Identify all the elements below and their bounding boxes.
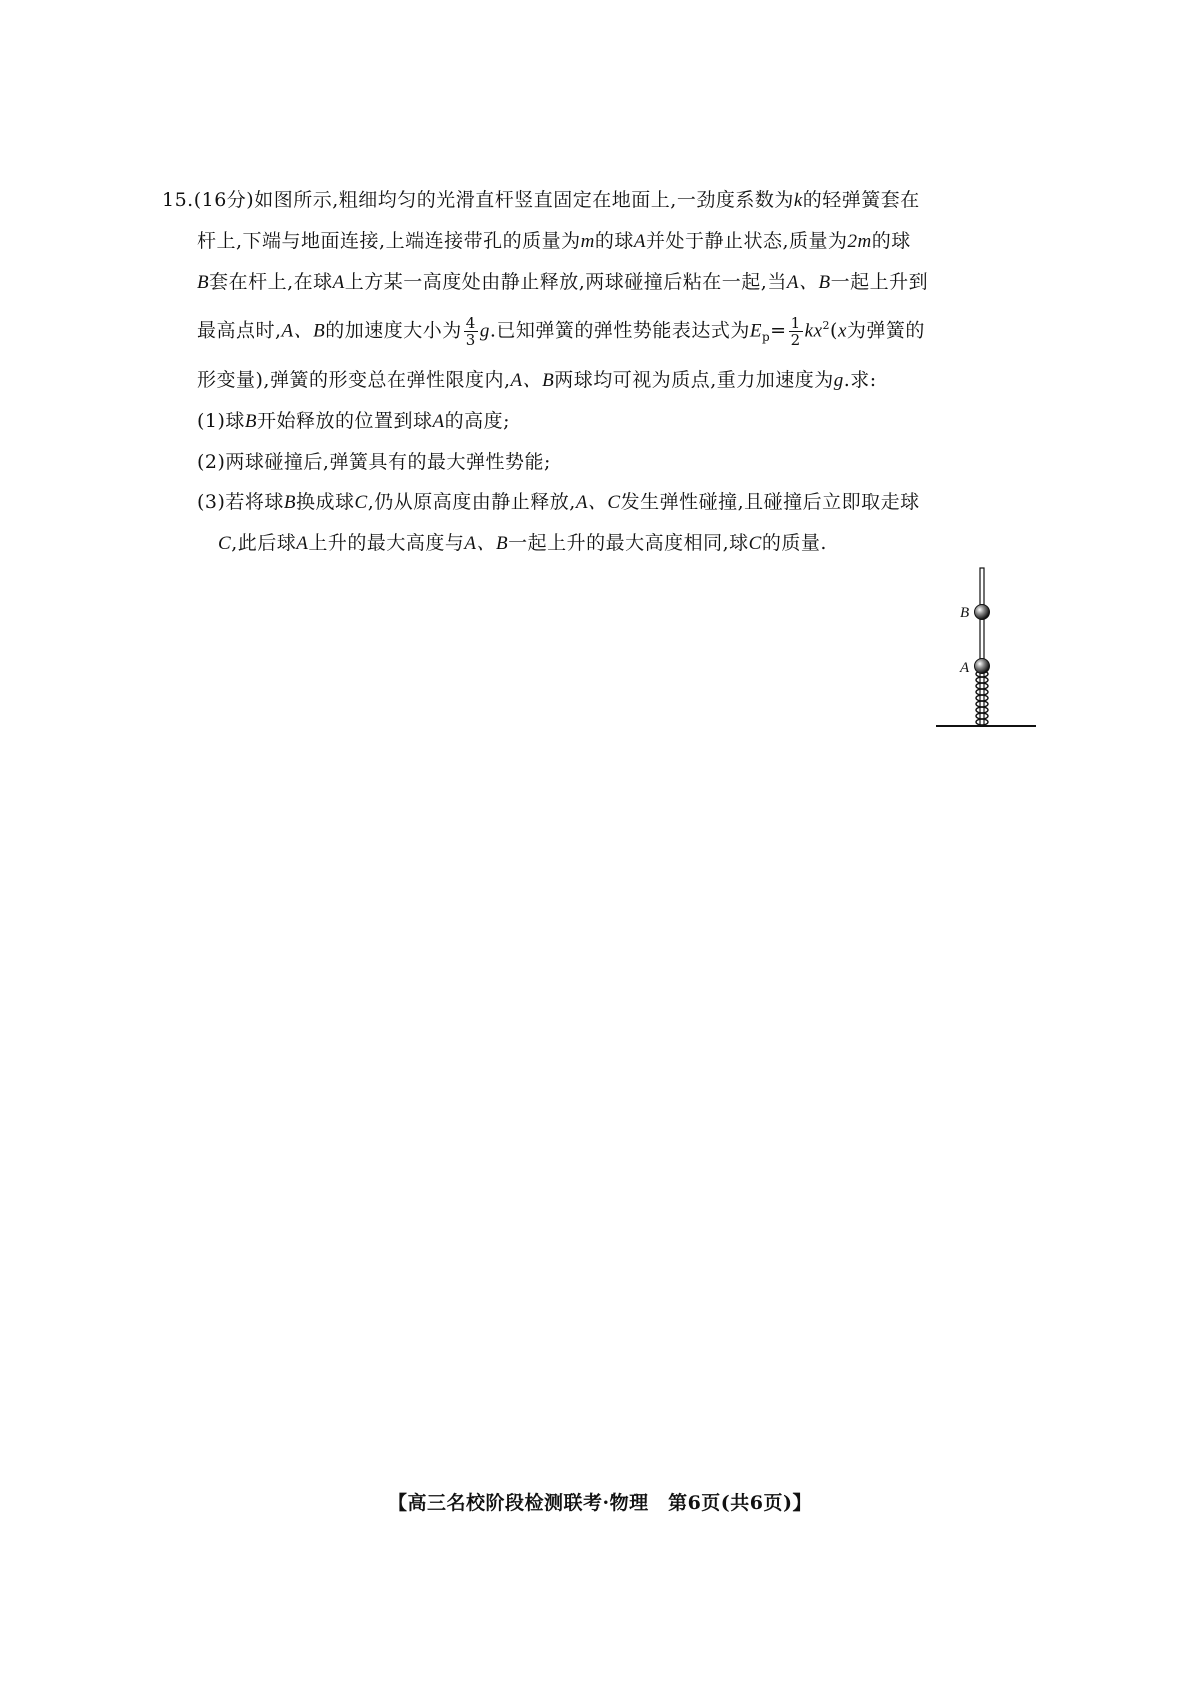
problem-15 — [162, 180, 1042, 564]
stem-line-1 — [162, 180, 1042, 221]
q-text: 的质量. — [761, 532, 827, 555]
rod — [980, 568, 984, 726]
var-A: A — [332, 272, 345, 293]
sub-question-3-continued — [162, 523, 1042, 564]
stem-text: 的球 — [594, 230, 634, 252]
sub-question-2: (2)两球碰撞后,弹簧具有的最大弹性势能; — [197, 451, 551, 474]
stem-text: 杆上,下端与地面连接,上端连接带孔的质量为 — [197, 230, 581, 252]
subscript-p: p — [761, 330, 771, 345]
label-a: A — [960, 660, 970, 676]
q-text: (3)若将球 — [197, 491, 284, 514]
equals-sign: = — [770, 319, 787, 342]
stem-text: 形变量),弹簧的形变总在弹性限度内, — [197, 369, 511, 392]
q-text: 换成球 — [296, 491, 355, 514]
stem-text: 一起上升到 — [830, 271, 929, 293]
problem-points: (16分) — [193, 189, 255, 211]
q-text: 开始释放的位置到球 — [257, 410, 433, 433]
var-C: C — [748, 533, 762, 555]
q-text: 的高度; — [444, 410, 511, 433]
var-g: g — [479, 320, 490, 342]
stem-text: ( — [830, 319, 838, 342]
stem-text: .已知弹簧的弹性势能表达式为 — [489, 319, 750, 342]
q-text: (1)球 — [197, 410, 245, 433]
var-C: C — [218, 533, 232, 555]
sub-question-3 — [162, 482, 1042, 523]
var-AB: A、B — [464, 533, 509, 555]
var-m: m — [580, 231, 595, 252]
stem-line-5 — [162, 360, 1042, 401]
var-A: A — [432, 411, 445, 433]
stem-text: 两球均可视为质点,重力加速度为 — [554, 369, 834, 392]
fraction-1-2 — [789, 315, 803, 348]
var-B: B — [244, 411, 258, 433]
problem-number: 15. — [162, 189, 194, 211]
q-text: 上升的最大高度与 — [308, 532, 465, 555]
page-footer: 【高三名校阶段检测联考·物理 第6页(共6页)】 — [387, 1492, 813, 1514]
q-text: ,仍从原高度由静止释放, — [367, 491, 576, 514]
var-AB: A、B — [510, 370, 555, 392]
stem-text: 如图所示,粗细均匀的光滑直杆竖直固定在地面上,一劲度系数为 — [254, 189, 794, 211]
ball-b — [975, 605, 990, 620]
stem-text: 为弹簧的 — [846, 319, 925, 342]
var-B: B — [283, 492, 297, 514]
var-AB: A、B — [786, 272, 831, 293]
q-text: 发生弹性碰撞,且碰撞后立即取走球 — [620, 491, 920, 514]
var-C: C — [354, 492, 368, 514]
stem-line-2 — [162, 221, 1042, 262]
ball-a — [975, 659, 990, 674]
problem-stem — [162, 180, 1042, 401]
var-k: k — [793, 190, 803, 211]
fraction-4-3 — [464, 315, 478, 348]
stem-text: 最高点时, — [197, 319, 282, 342]
stem-text: 的球 — [871, 230, 911, 252]
fraction-denominator: 2 — [790, 330, 801, 349]
stem-text: 的轻弹簧套在 — [802, 189, 920, 211]
superscript-2: 2 — [822, 319, 831, 332]
var-A: A — [296, 533, 309, 555]
stem-text: .求: — [843, 369, 877, 392]
stem-text: 的加速度大小为 — [325, 319, 462, 342]
q-text: 一起上升的最大高度相同,球 — [508, 532, 749, 555]
stem-line-3 — [162, 262, 1042, 303]
var-AB: A、B — [281, 320, 326, 342]
fraction-denominator: 3 — [465, 330, 476, 349]
stem-line-4 — [162, 303, 1042, 360]
var-E: E — [749, 320, 762, 342]
stem-text: 上方某一高度处由静止释放,两球碰撞后粘在一起,当 — [344, 271, 787, 293]
var-x: x — [837, 320, 847, 342]
var-A: A — [633, 231, 646, 252]
stem-text: 并处于静止状态,质量为 — [645, 230, 848, 252]
fraction-numerator: 1 — [790, 313, 801, 332]
label-b: B — [960, 605, 970, 621]
fraction-numerator: 4 — [465, 313, 476, 332]
var-kx: kx — [804, 320, 823, 342]
var-B: B — [197, 272, 210, 293]
var-g: g — [833, 370, 844, 392]
q-text: ,此后球 — [231, 532, 297, 555]
var-2m: 2m — [847, 231, 872, 252]
var-AC: A、C — [575, 492, 621, 514]
rod-spring-figure — [936, 562, 1046, 737]
stem-text: 套在杆上,在球 — [209, 271, 333, 293]
sub-question-1 — [162, 401, 1042, 442]
